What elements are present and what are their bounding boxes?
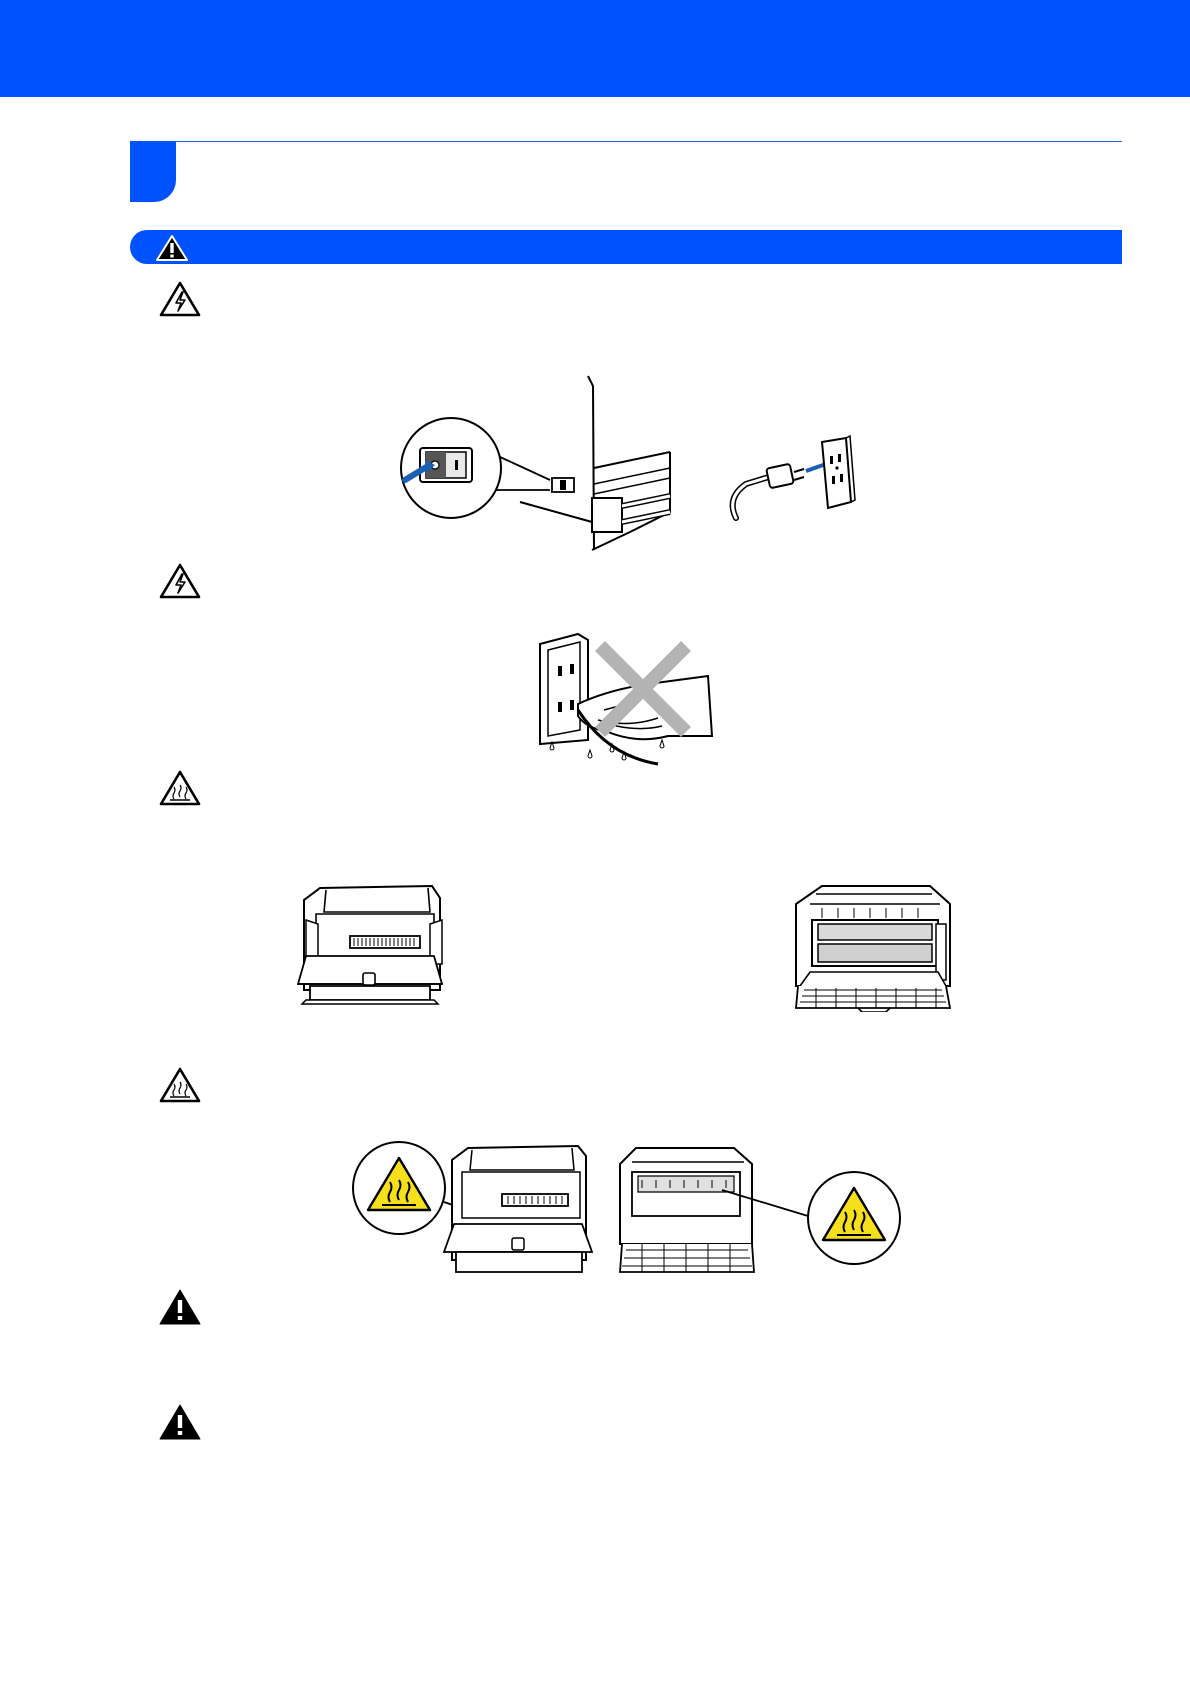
hot-surface-icon xyxy=(158,769,202,807)
hot-surface-icon xyxy=(158,1066,202,1104)
section-rule xyxy=(130,141,1122,142)
warning-header-bar xyxy=(130,230,1122,264)
section-tab xyxy=(130,141,176,202)
electric-shock-icon xyxy=(158,562,202,600)
electric-shock-icon xyxy=(158,280,202,318)
power-switch-unplug-illustration xyxy=(400,372,860,554)
top-banner xyxy=(0,0,1190,97)
warning-triangle-icon xyxy=(155,234,189,262)
warning-triangle-icon xyxy=(158,1403,202,1441)
hot-surface-labels-illustration xyxy=(352,1140,902,1276)
wet-hand-prohibited-illustration xyxy=(538,632,714,770)
warning-triangle-icon xyxy=(158,1288,202,1326)
printer-back-open-illustration xyxy=(792,884,954,1012)
printer-front-open-illustration xyxy=(296,884,444,1006)
